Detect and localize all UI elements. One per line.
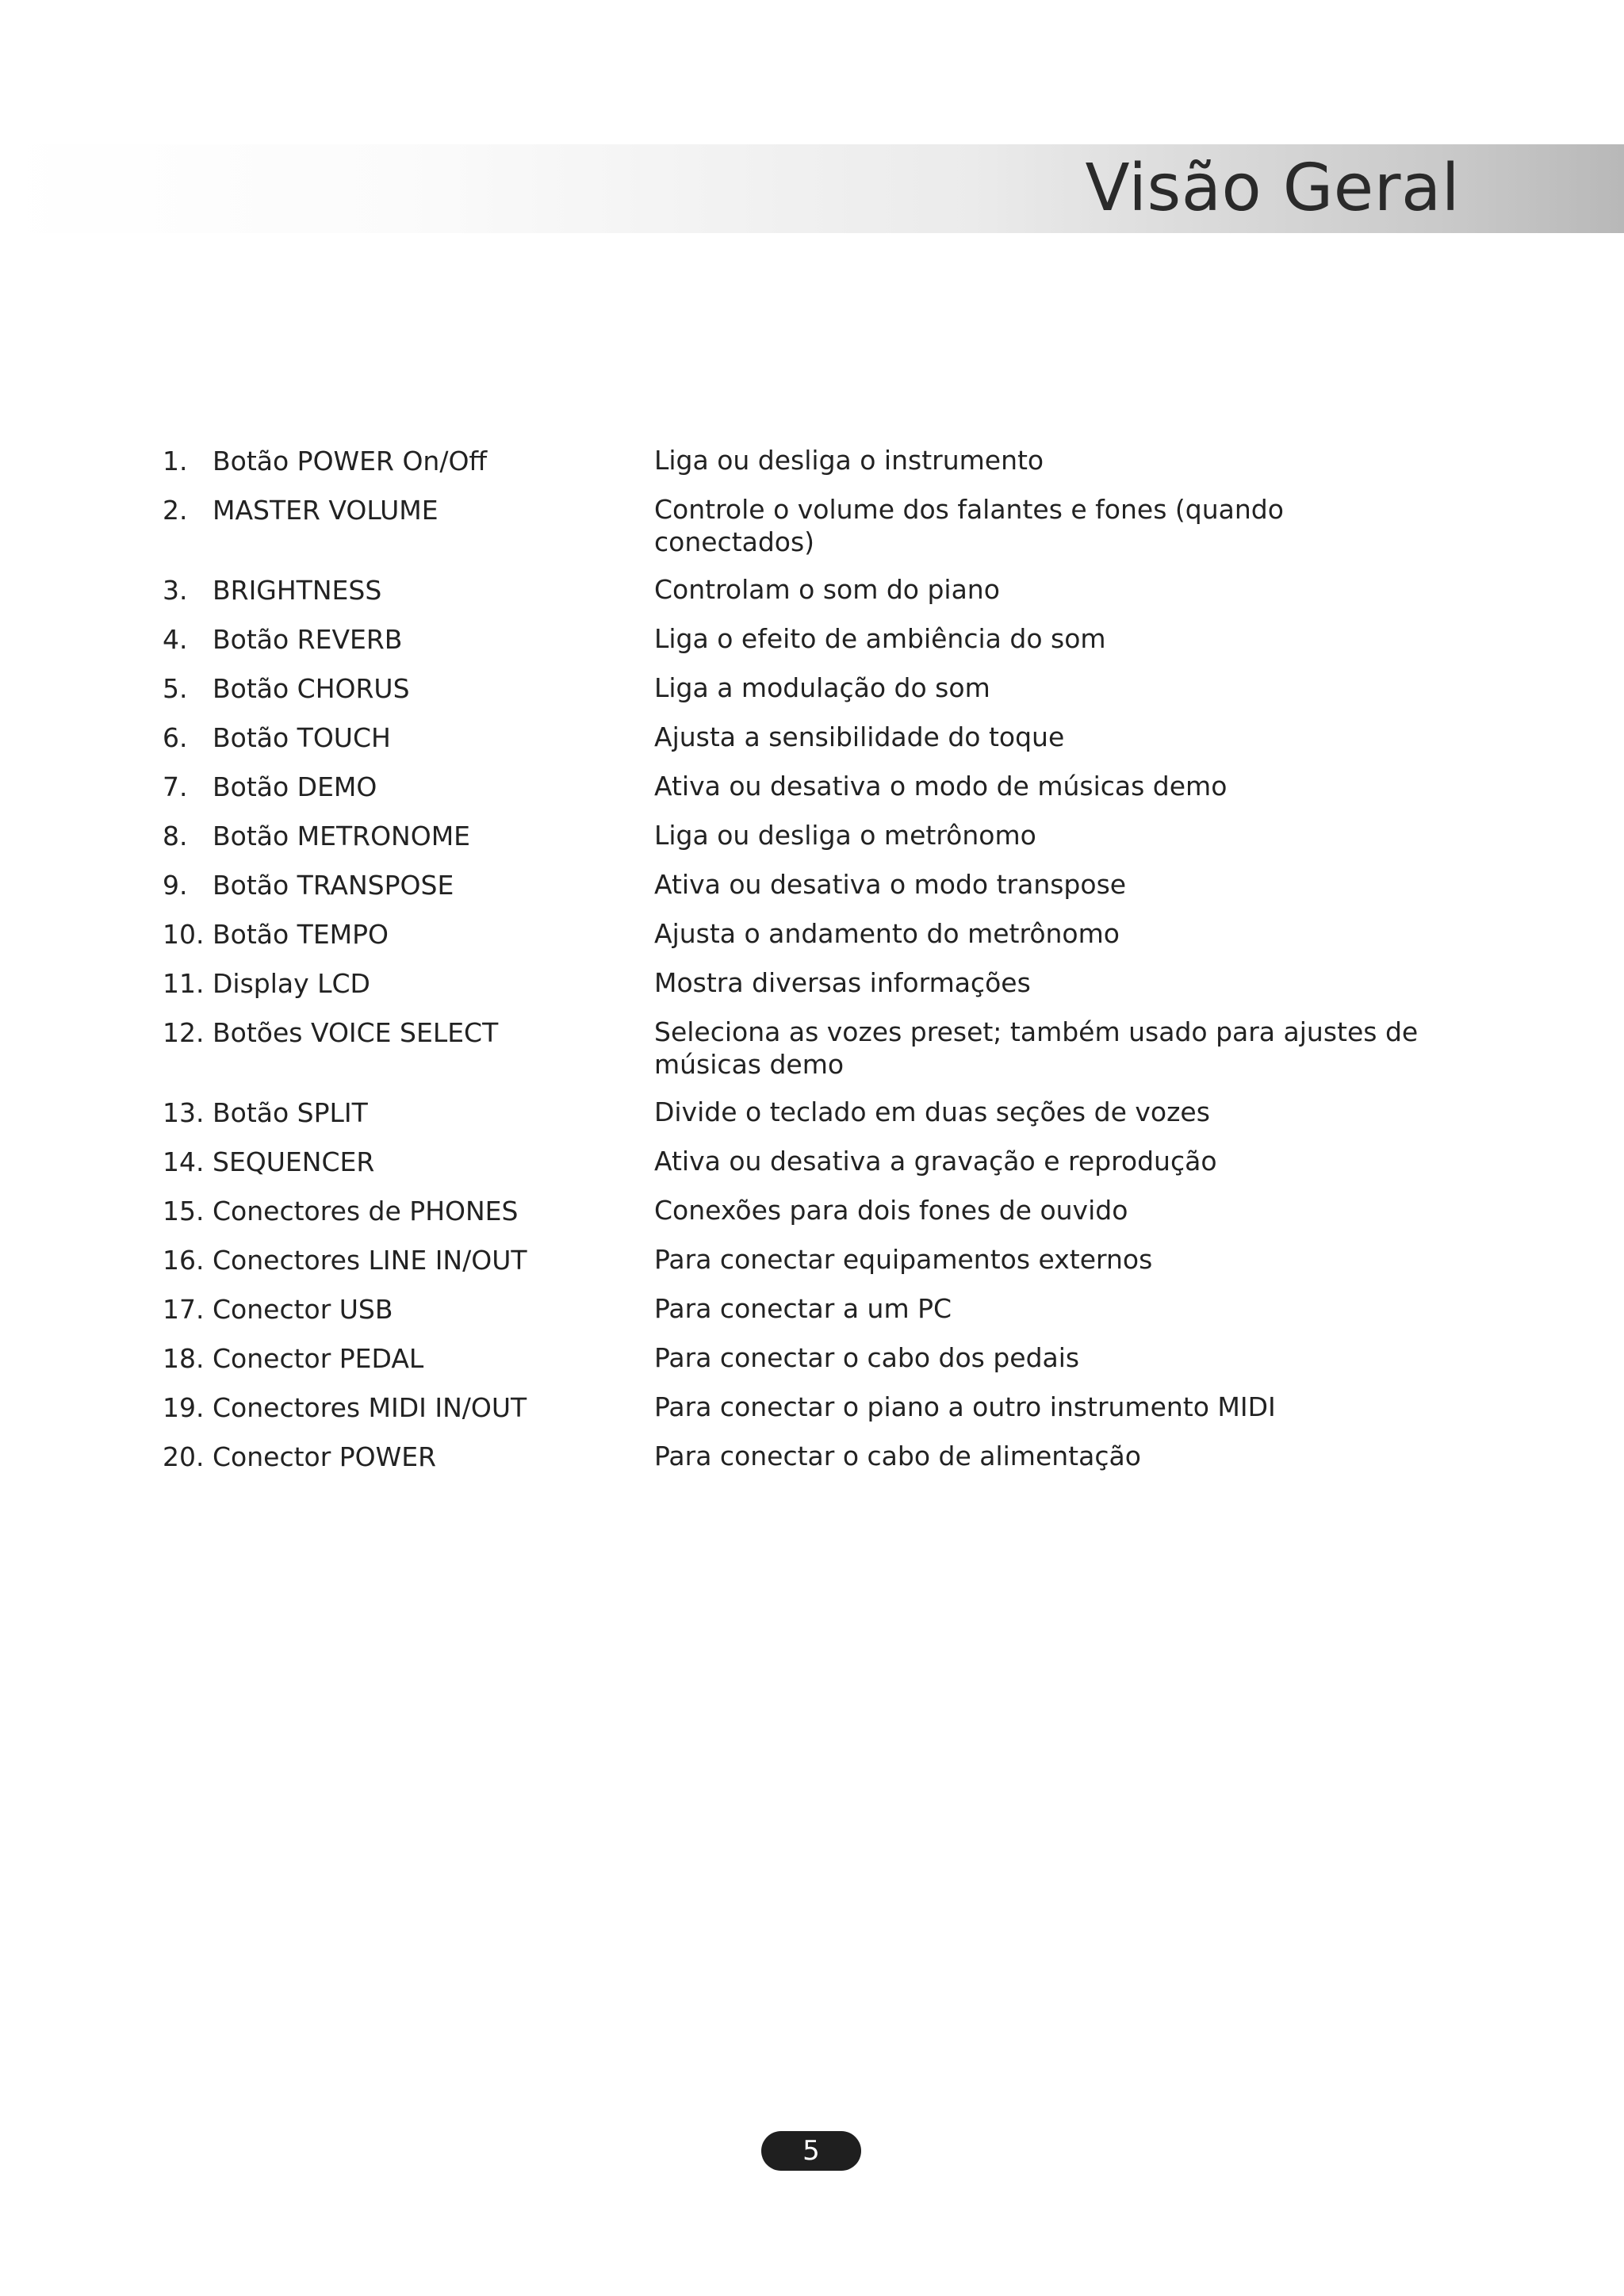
item-label: Botão CHORUS	[213, 673, 410, 704]
item-description: Para conectar equipamentos externos	[654, 1244, 1153, 1275]
list-item	[163, 1440, 1463, 1474]
item-number: 14.	[163, 1146, 205, 1177]
list-item	[163, 672, 1463, 706]
item-description: Ativa ou desativa a gravação e reprodução	[654, 1146, 1217, 1177]
item-number: 4.	[163, 624, 188, 655]
item-number: 1.	[163, 446, 188, 476]
page-title: Visão Geral	[1085, 151, 1460, 226]
item-label: Botão POWER On/Off	[213, 446, 488, 476]
item-list	[163, 444, 1463, 1489]
item-description: Divide o teclado em duas seções de vozes	[654, 1096, 1210, 1127]
item-number: 8.	[163, 821, 188, 851]
item-description: Para conectar o cabo de alimentação	[654, 1441, 1141, 1471]
item-description: Liga a modulação do som	[654, 672, 990, 703]
list-item	[163, 1391, 1463, 1425]
item-label: Display LCD	[213, 968, 370, 999]
item-number: 16.	[163, 1245, 205, 1276]
item-label: Conector PEDAL	[213, 1343, 424, 1374]
item-description: Ajusta o andamento do metrônomo	[654, 918, 1120, 949]
item-label: Botão TEMPO	[213, 919, 389, 950]
item-description: Ativa ou desativa o modo transpose	[654, 869, 1127, 900]
item-number: 6.	[163, 722, 188, 753]
list-item	[163, 573, 1463, 607]
item-label: Conector POWER	[213, 1441, 437, 1472]
item-label: Conectores LINE IN/OUT	[213, 1245, 527, 1276]
item-number: 15.	[163, 1196, 205, 1226]
page-number-badge: 5	[761, 2131, 861, 2171]
item-number: 10.	[163, 919, 205, 950]
list-item	[163, 1145, 1463, 1179]
item-number: 7.	[163, 771, 188, 802]
item-number: 12.	[163, 1017, 205, 1048]
item-number: 3.	[163, 575, 188, 606]
item-number: 5.	[163, 673, 188, 704]
item-description: Seleciona as vozes preset; também usado para ajustes de músicas demo	[654, 1016, 1419, 1080]
list-item	[163, 917, 1463, 951]
list-item	[163, 493, 1463, 558]
list-item	[163, 721, 1463, 755]
list-item	[163, 444, 1463, 478]
item-label: Botão METRONOME	[213, 821, 471, 851]
list-item	[163, 966, 1463, 1001]
item-description: Liga o efeito de ambiência do som	[654, 623, 1106, 654]
list-item	[163, 819, 1463, 853]
item-label: Botões VOICE SELECT	[213, 1017, 499, 1048]
item-number: 20.	[163, 1441, 205, 1472]
item-description: Mostra diversas informações	[654, 967, 1031, 998]
list-item	[163, 1243, 1463, 1277]
item-description: Ajusta a sensibilidade do toque	[654, 721, 1065, 752]
item-label: Botão TRANSPOSE	[213, 870, 454, 901]
item-description: Para conectar o piano a outro instrumento MIDI	[654, 1391, 1276, 1422]
list-item	[163, 1016, 1463, 1081]
item-description: Para conectar o cabo dos pedais	[654, 1342, 1080, 1373]
item-number: 19.	[163, 1392, 205, 1423]
item-label: Botão SPLIT	[213, 1097, 368, 1128]
list-item	[163, 1341, 1463, 1376]
list-item	[163, 1194, 1463, 1228]
item-label: MASTER VOLUME	[213, 495, 439, 526]
list-item	[163, 868, 1463, 902]
item-description: Controlam o som do piano	[654, 574, 1000, 605]
item-label: SEQUENCER	[213, 1146, 375, 1177]
item-number: 17.	[163, 1294, 205, 1325]
item-label: Conector USB	[213, 1294, 393, 1325]
item-description: Para conectar a um PC	[654, 1293, 952, 1324]
item-label: Conectores MIDI IN/OUT	[213, 1392, 527, 1423]
item-label: BRIGHTNESS	[213, 575, 382, 606]
item-number: 11.	[163, 968, 205, 999]
item-number: 9.	[163, 870, 188, 901]
item-label: Conectores de PHONES	[213, 1196, 519, 1226]
item-number: 18.	[163, 1343, 205, 1374]
item-label: Botão TOUCH	[213, 722, 391, 753]
item-description: Liga ou desliga o metrônomo	[654, 820, 1036, 851]
list-item	[163, 1096, 1463, 1130]
list-item	[163, 622, 1463, 656]
item-description: Ativa ou desativa o modo de músicas demo	[654, 771, 1228, 802]
item-label: Botão DEMO	[213, 771, 377, 802]
item-description: Conexões para dois fones de ouvido	[654, 1195, 1128, 1226]
list-item	[163, 770, 1463, 804]
item-description: Controle o volume dos falantes e fones (quando conectados)	[654, 494, 1284, 557]
item-number: 2.	[163, 495, 188, 526]
item-label: Botão REVERB	[213, 624, 403, 655]
list-item	[163, 1292, 1463, 1326]
item-number: 13.	[163, 1097, 205, 1128]
item-description: Liga ou desliga o instrumento	[654, 445, 1044, 476]
